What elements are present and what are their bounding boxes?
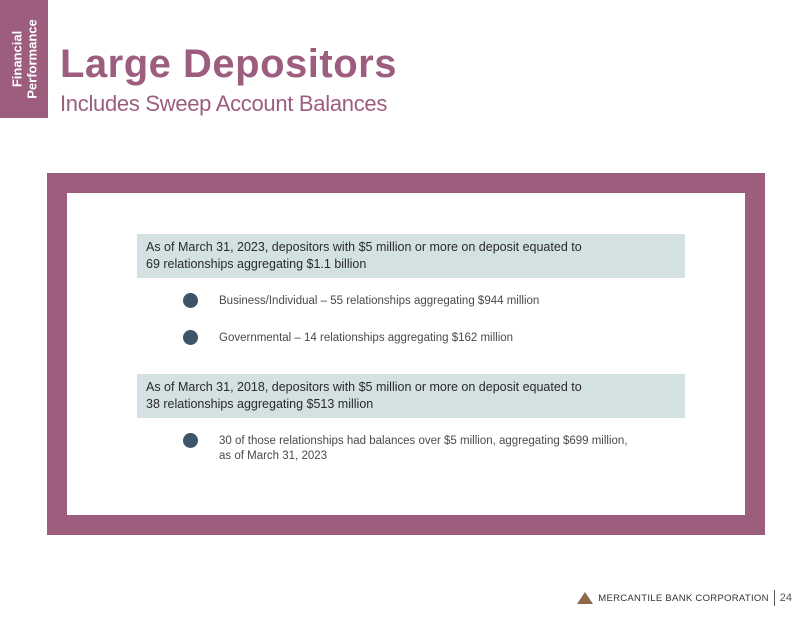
bullet-business-individual	[183, 293, 703, 309]
bullet-text-line1: 30 of those relationships had balances over $5 million, aggregating $699 million,	[219, 435, 628, 447]
triangle-logo-icon	[577, 592, 593, 604]
footer-divider	[774, 590, 775, 606]
company-name: MERCANTILE BANK CORPORATION	[598, 592, 769, 604]
bullet-text-line2: as of March 31, 2023	[219, 450, 328, 462]
bullet-text: Governmental – 14 relationships aggregating $162 million	[219, 332, 514, 344]
bullet-dot-icon	[183, 330, 198, 345]
section-tab-line2: Performance	[24, 19, 39, 99]
bullet-text: Business/Individual – 55 relationships aggregating $944 million	[219, 295, 540, 307]
content-frame	[47, 173, 765, 535]
callout-2018-line2: 38 relationships aggregating $513 million	[146, 397, 374, 411]
content-panel	[67, 193, 745, 515]
bullet-text	[219, 433, 628, 464]
callout-2023-line1: As of March 31, 2023, depositors with $5 million or more on deposit equated to	[146, 240, 582, 254]
page-number: 24	[779, 592, 792, 604]
section-tab	[0, 0, 48, 118]
bullet-dot-icon	[183, 433, 198, 448]
footer	[577, 590, 792, 606]
callout-2018-line1: As of March 31, 2018, depositors with $5 million or more on deposit equated to	[146, 380, 582, 394]
callout-2018	[137, 374, 685, 418]
section-tab-line1: Financial	[9, 30, 24, 88]
page-subtitle: Includes Sweep Account Balances	[60, 91, 388, 116]
page-title: Large Depositors	[60, 42, 397, 86]
callout-2023-line2: 69 relationships aggregating $1.1 billion	[146, 257, 367, 271]
bullet-relationships-2018	[183, 433, 703, 464]
bullet-dot-icon	[183, 293, 198, 308]
callout-2023	[137, 234, 685, 278]
bullet-governmental	[183, 330, 703, 346]
